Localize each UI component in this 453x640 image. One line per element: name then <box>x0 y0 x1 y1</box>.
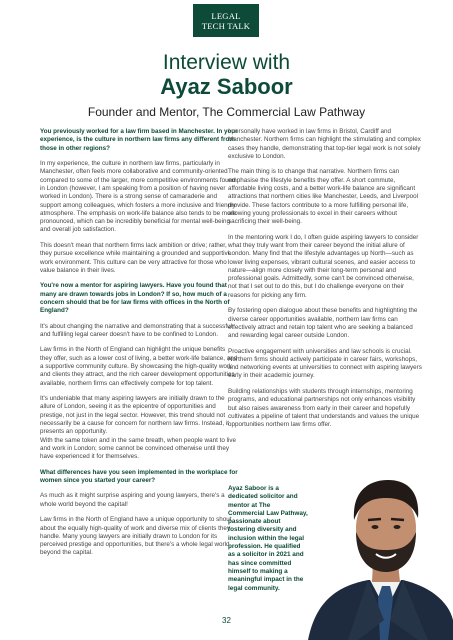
answer-paragraph: Law firms in the North of England have a unique opportunity to shout about the equally high-quality of work and diverse mix of clients they handle. Many young lawyers are initially drawn to London for its perceived prestige and opportunities, but there's a whole legal world beyond the capital. <box>40 516 232 557</box>
answer-paragraph: I personally have worked in law firms in Bristol, Cardiff and Manchester. Northern firms can highlight the stimulating and complex cases they handle, demonstrating that top-tier legal work is not solely exclusive to London. <box>228 128 421 160</box>
bio-caption: Ayaz Saboor is a dedicated solicitor and mentor at The Commercial Law Pathway, passionate about fostering diversity and inclusion within the legal profession. He qualified as a solicitor in 2021 and has since committed himself to making a meaningful impact in the legal community. <box>228 485 308 592</box>
left-column <box>40 128 238 565</box>
section-badge <box>193 4 259 37</box>
article-title: Interview with <box>162 51 291 74</box>
page-number: 32 <box>222 616 231 625</box>
question-paragraph: You're now a mentor for aspiring lawyers. Have you found that many are drawn towards jobs in London? If so, how much of a concern should that be for law firms with offices in the North of England? <box>40 282 230 315</box>
question-paragraph: You previously worked for a law firm based in Manchester. In your experience, is the culture in northern law firms any different from those in other regions? <box>40 128 238 152</box>
badge-line-2: TECH TALK <box>201 21 251 31</box>
badge-line-1: LEGAL <box>211 11 241 21</box>
portrait-photo <box>298 470 453 640</box>
answer-paragraph: In the mentoring work I do, I often guide aspiring lawyers to consider what they truly want from their career beyond the initial allure of London. Many find that the lifestyle advantages up North—such as lower living expenses, vibrant cultural scenes, and easier access to nature—align more closely with their long-term personal and professional goals. Admittedly, some can't be convinced otherwise, not that I set out to do this, but I do challenge everyone on their reasons for picking any firm. <box>228 233 419 299</box>
answer-paragraph: As much as it might surprise aspiring and young lawyers, there's a whole world beyond the capital! <box>40 492 225 508</box>
answer-paragraph: It's undeniable that many aspiring lawyers are initially drawn to the allure of London, seeing it as the epicentre of opportunities and prestige, not just in the legal sector. However, this trend should not necessarily be a cause for concern for northern law firms. Instead, it presents an opportunity. <box>40 395 229 436</box>
answer-paragraph: This doesn't mean that northern firms lack ambition or drive; rather, they pursue excellence while maintaining a grounded and supportive work environment. This culture can be very attractive for those who value balance in their lives. <box>40 241 232 274</box>
answer-paragraph: With the same token and in the same breath, when people want to live and work in London; some cannot be convinced otherwise until they have experienced it for themselves. <box>40 436 237 461</box>
answer-paragraph: Proactive engagement with universities and law schools is crucial. Northern firms should actively participate in career fairs, workshops, and networking events at universities to connect with aspiring lawyers early in their academic journey. <box>228 347 422 380</box>
answer-paragraph: It's about changing the narrative and demonstrating that a successful and fulfilling legal career doesn't have to be confined to London. <box>40 322 232 338</box>
portrait-illustration <box>298 470 453 640</box>
question-paragraph: What differences have you seen implemented in the workplace for women since you started your career? <box>40 468 238 484</box>
right-column <box>228 128 422 437</box>
article-subtitle: Founder and Mentor, The Commercial Law Pathway <box>87 105 366 119</box>
answer-paragraph: By fostering open dialogue about these benefits and highlighting the diverse career opportunities available, northern law firms can effectively attract and retain top talent who are seeking a balanced and rewarding legal career outside London. <box>228 307 418 340</box>
answer-paragraph: Building relationships with students through internships, mentoring programs, and educational partnerships not only enhances visibility but also raises awareness from early in their career and hopefully cultivates a pipeline of talent that understands and values the unique opportunities northern law firms offer. <box>228 387 420 429</box>
answer-paragraph: Law firms in the North of England can highlight the unique benefits they offer, such as a lower cost of living, a better work-life balance, and a supportive community culture. By showcasing the high-quality work and clients they attract, and the rich career development opportunities available, northern firms can effectively compete for top talent. <box>40 346 238 387</box>
interviewee-name: Ayaz Saboor <box>160 74 293 99</box>
answer-paragraph: In my experience, the culture in northern law firms, particularly in Manchester, often feels more collaborative and community-oriented compared to some of the larger, more competitive environments found in London (however, I am speaking from a position of having never worked in London). There is a strong sense of camaraderie and support among colleagues, which fosters a more inclusive and friendly atmosphere. The emphasis on work-life balance also tends to be more pronounced, which can be incredibly beneficial for mental well-being and overall job satisfaction. <box>40 160 237 234</box>
answer-paragraph: The main thing is to change that narrative. Northern firms can emphasise the lifestyle benefits they offer. A short commute, affordable living costs, and a better work-life balance are significant attractions that northern cities like Manchester, Leeds, and Liverpool provide. These factors contribute to a more fulfilling personal life, allowing young professionals to excel in their careers without sacrificing their well-being. <box>228 168 419 226</box>
